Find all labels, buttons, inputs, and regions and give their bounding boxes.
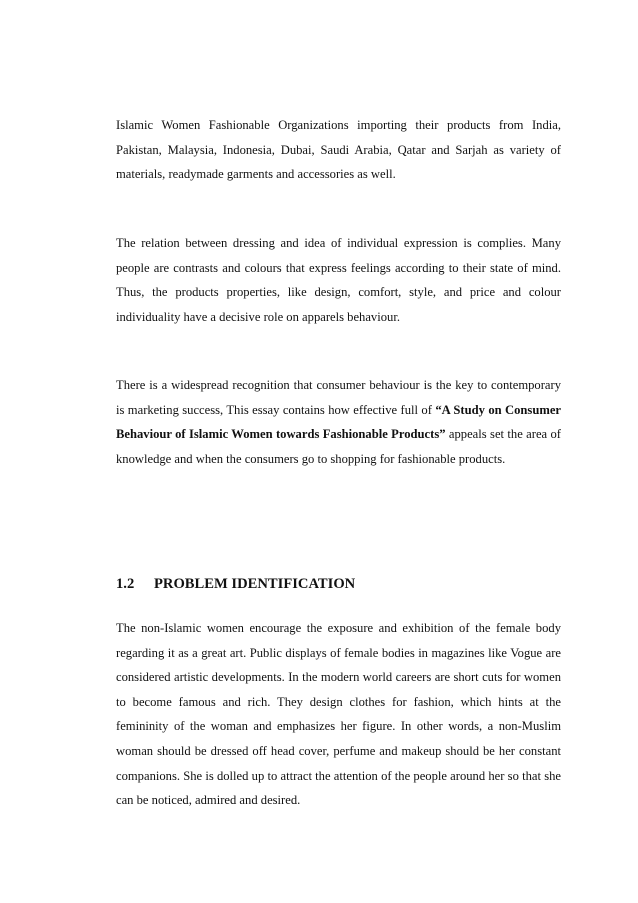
study-title-bold: “A Study on Consumer Behaviour of Islamic Women towards Fashionable Products” (116, 402, 561, 442)
paragraph-import-countries: Islamic Women Fashionable Organizations importing their products from India, Pakistan, Malaysia, Indonesia, Dubai, Saudi Arabia, Qatar and Sarjah as variety of materials, readymade garments and accessories as well. (116, 118, 561, 182)
section-heading (116, 576, 355, 593)
section-number: 1.2 (116, 576, 135, 592)
paragraph-text: There is a widespread recognition that consumer behaviour is the key to contemporary is marketing success, This essay contains how effective full of (116, 378, 561, 417)
section-title: PROBLEM IDENTIFICATION (154, 576, 356, 592)
paragraph-consumer-behaviour (116, 373, 561, 471)
paragraph-text: appeals set the area of knowledge and when the consumers go to shopping for fashionable products. (116, 427, 561, 466)
paragraph-dressing-expression: The relation between dressing and idea of individual expression is complies. Many people are contrasts and colours that express feelings according to their state of mind. Thus, the products properties, like design, comfort, style, and price and colour individuality have a decisive role on apparels behaviour. (116, 236, 561, 324)
paragraph-problem-identification: The non-Islamic women encourage the exposure and exhibition of the female body regarding it as a great art. Public displays of female bodies in magazines like Vogue are considered artistic developments. In the modern world careers are short cuts for women to become famous and rich. They design clothes for fashion, which hints at the femininity of the woman and emphasizes her figure. In other words, a non-Muslim woman should be dressed off head cover, perfume and makeup should be her constant companions. She is dolled up to attract the attention of the people around her so that she can be noticed, admired and desired. (116, 621, 561, 808)
